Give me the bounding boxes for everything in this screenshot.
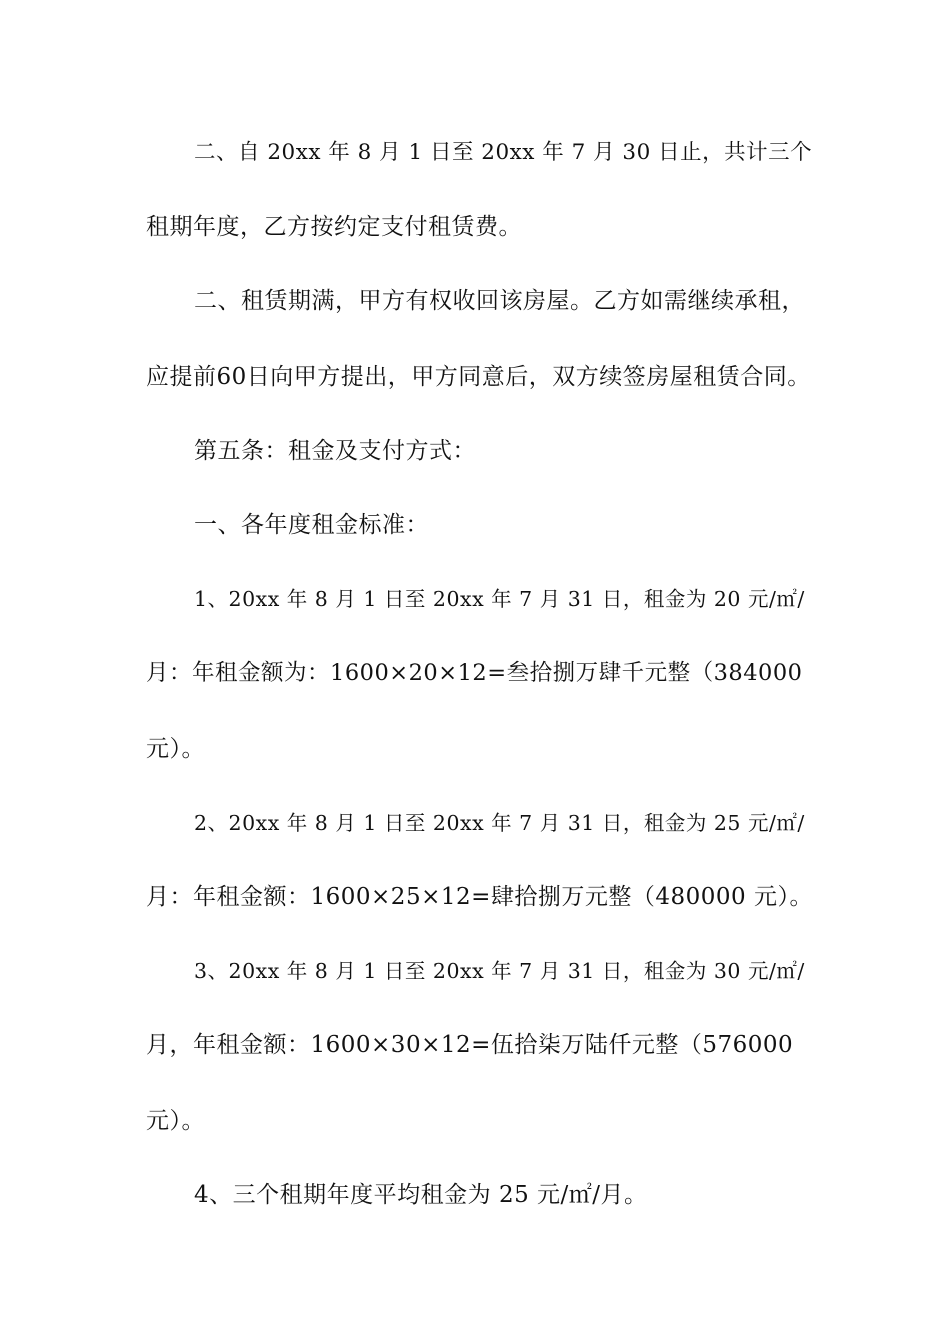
rent-item-2-line-1: 2、20xx 年 8 月 1 日至 20xx 年 7 月 31 日，租金为 25 元/㎡/ bbox=[194, 811, 805, 835]
paragraph-line-2: 租期年度，乙方按约定支付租赁费。 bbox=[146, 214, 522, 240]
rent-item-4: 4、三个租期年度平均租金为 25 元/㎡/月。 bbox=[194, 1182, 648, 1208]
rent-item-3-line-3: 元）。 bbox=[146, 1108, 205, 1134]
paragraph-line-4: 应提前60日向甲方提出，甲方同意后，双方续签房屋租赁合同。 bbox=[146, 364, 811, 390]
section-heading-article-5: 第五条：租金及支付方式： bbox=[194, 438, 476, 464]
rent-item-1-line-3: 元）。 bbox=[146, 736, 205, 762]
rent-item-3-line-1: 3、20xx 年 8 月 1 日至 20xx 年 7 月 31 日，租金为 30 元/㎡/ bbox=[194, 959, 805, 983]
rent-item-3-line-2: 月，年租金额：1600×30×12=伍拾柒万陆仟元整（576000 bbox=[146, 1032, 794, 1058]
rent-item-2-line-2: 月：年租金额：1600×25×12=肆拾捌万元整（480000 元）。 bbox=[146, 884, 813, 910]
paragraph-line-3: 二、租赁期满，甲方有权收回该房屋。乙方如需继续承租， bbox=[194, 288, 805, 314]
rent-item-1-line-1: 1、20xx 年 8 月 1 日至 20xx 年 7 月 31 日，租金为 20 元/㎡/ bbox=[194, 587, 805, 611]
subheading-annual-rent: 一、各年度租金标准： bbox=[194, 512, 429, 538]
rent-item-1-line-2: 月：年租金额为：1600×20×12=叁拾捌万肆千元整（384000 bbox=[146, 660, 803, 686]
paragraph-line-1: 二、自 20xx 年 8 月 1 日至 20xx 年 7 月 30 日止，共计三个 bbox=[194, 140, 813, 165]
